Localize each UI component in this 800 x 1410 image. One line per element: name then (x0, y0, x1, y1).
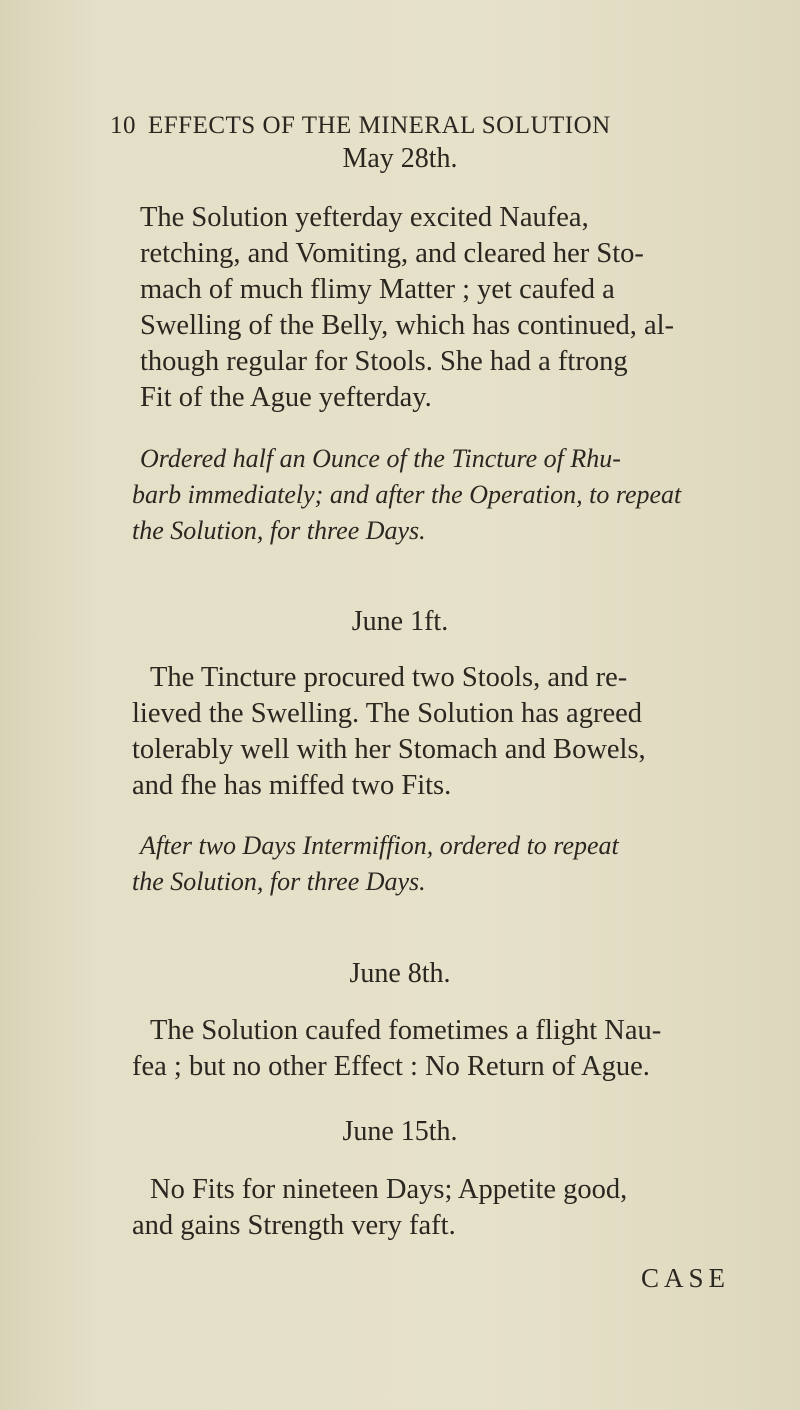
running-title: EFFECTS OF THE MINERAL SOLUTION (148, 112, 611, 139)
text-line: and fhe has miffed two Fits. (132, 770, 452, 801)
text-line: The Solution caufed fometimes a flight Nau- (150, 1015, 662, 1046)
text-line: barb immediately; and after the Operation, to repeat (132, 480, 682, 509)
text-line: the Solution, for three Days. (132, 516, 426, 545)
text-line: Ordered half an Ounce of the Tincture of Rhu- (140, 444, 621, 473)
entry-body (132, 1013, 765, 1085)
entry-body (132, 660, 765, 804)
text-line: Fit of the Ague yefterday. (140, 382, 432, 413)
text-line: though regular for Stools. She had a ftrong (140, 346, 628, 377)
entry-order (132, 828, 765, 900)
text-line: mach of much flimy Matter ; yet caufed a (140, 274, 615, 305)
text-line: fea ; but no other Effect : No Return of Ague. (132, 1051, 650, 1082)
text-line: The Solution yefterday excited Naufea, (140, 202, 589, 233)
running-header (110, 112, 750, 140)
page-number: 10 (110, 112, 136, 139)
entry-date: June 8th. (349, 958, 451, 989)
text-line: retching, and Vomiting, and cleared her Sto- (140, 238, 644, 269)
text-line: Swelling of the Belly, which has continued, al- (140, 310, 674, 341)
catchword: CASE (641, 1263, 731, 1293)
text-line: tolerably well with her Stomach and Bowels, (132, 734, 646, 765)
entry-date: June 15th. (342, 1116, 458, 1147)
entry-date: May 28th. (342, 143, 458, 174)
text-line: No Fits for nineteen Days; Appetite good, (150, 1174, 628, 1205)
text-line: The Tincture procured two Stools, and re- (150, 662, 628, 693)
text-line: the Solution, for three Days. (132, 867, 426, 896)
entry-order (132, 441, 765, 549)
text-line: lieved the Swelling. The Solution has agreed (132, 698, 642, 729)
text-line: After two Days Intermiffion, ordered to repeat (140, 831, 619, 860)
entry-date: June 1ft. (351, 606, 449, 637)
entry-body (140, 200, 765, 416)
entry-body (132, 1172, 765, 1244)
text-line: and gains Strength very faft. (132, 1210, 456, 1241)
